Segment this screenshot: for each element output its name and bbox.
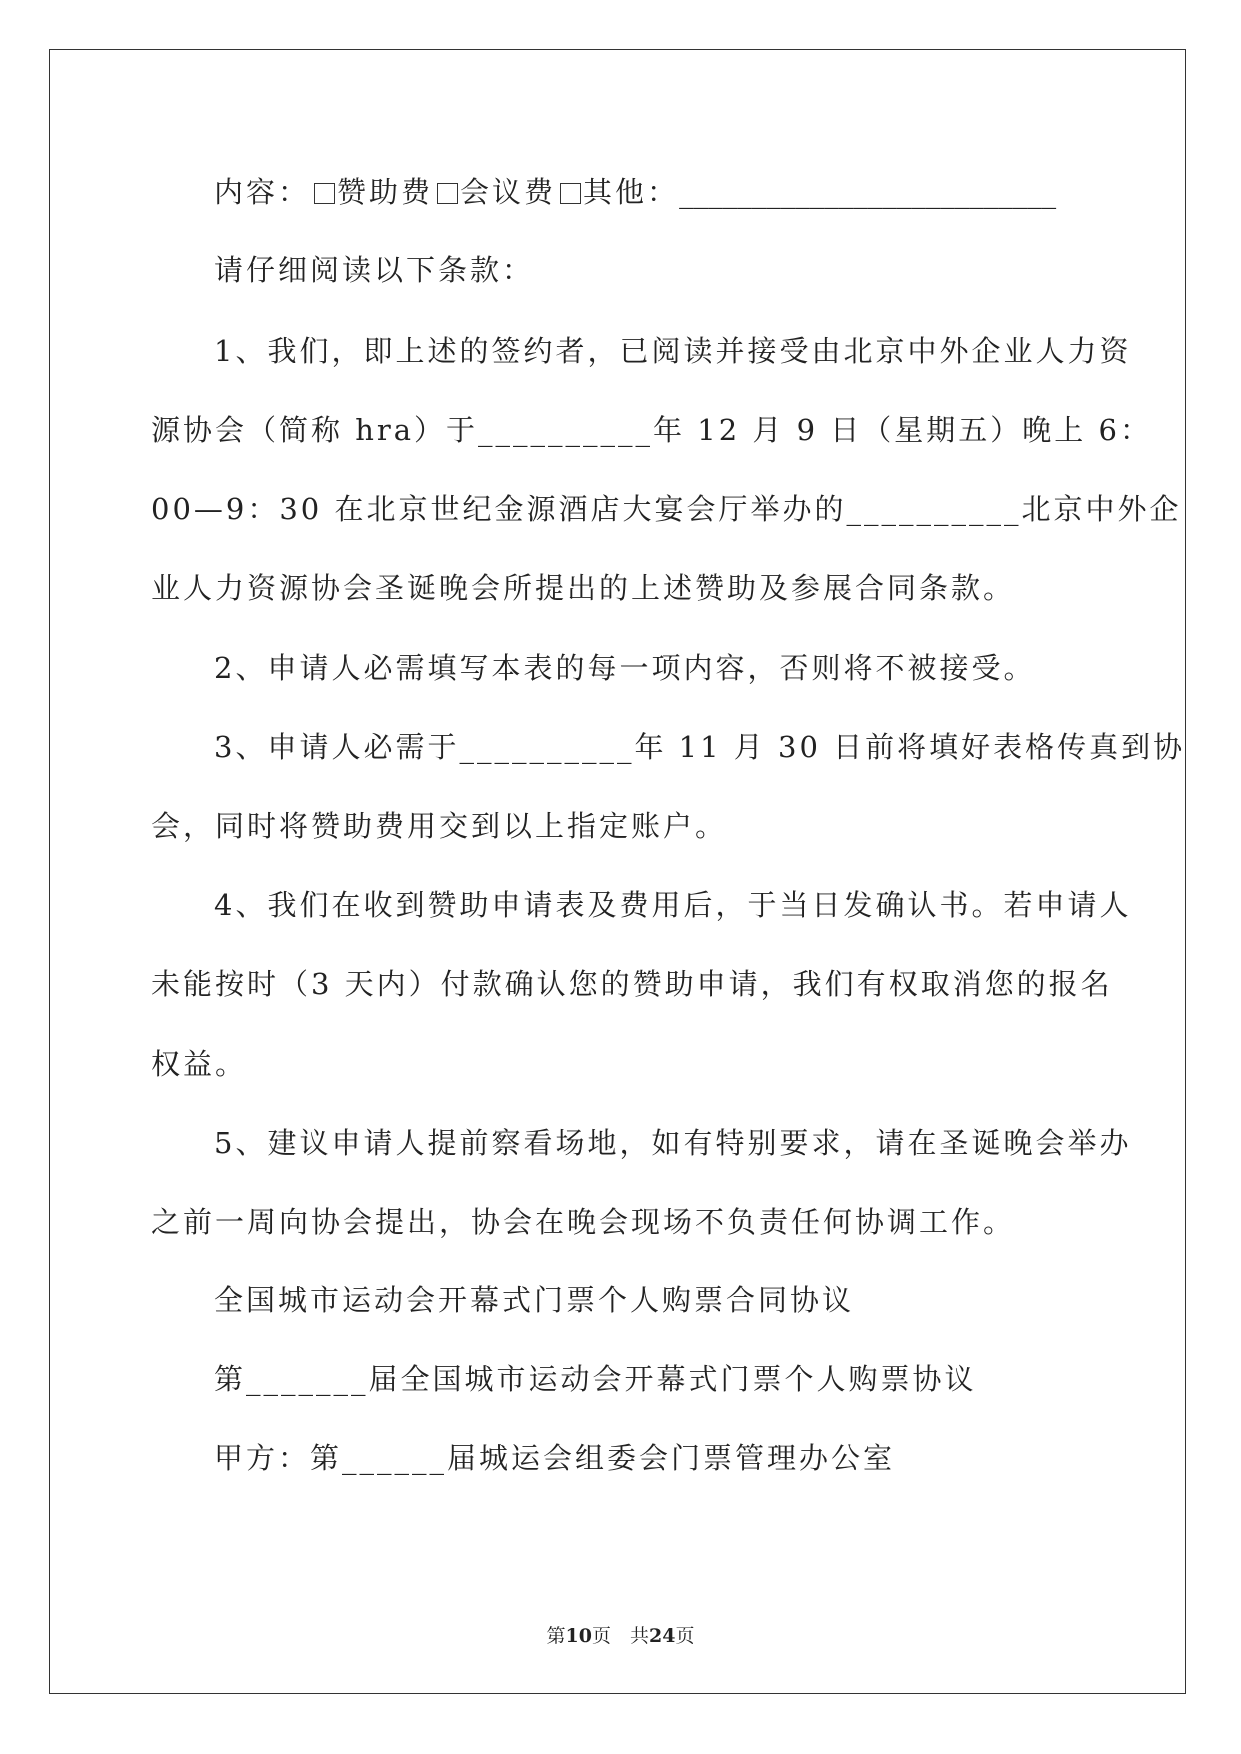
paragraph-line: 源协会（简称 hra）于__________年 12 月 9 日（星期五）晚上 6： — [151, 413, 1152, 447]
paragraph-line: 请仔细阅读以下条款： — [214, 253, 535, 287]
paragraph-line: 5、建议申请人提前察看场地，如有特别要求，请在圣诞晚会举办 — [214, 1126, 1132, 1160]
footer-mid: 页 共 — [591, 1625, 649, 1647]
footer-suffix: 页 — [675, 1625, 695, 1647]
other-blank: __________________________ — [679, 175, 1057, 209]
paragraph-line: 未能按时（3 天内）付款确认您的赞助申请，我们有权取消您的报名 — [151, 967, 1113, 1001]
current-page-number: 10 — [565, 1625, 592, 1647]
content-label: 内容： — [214, 175, 311, 209]
paragraph-line: 之前一周向协会提出，协会在晚会现场不负责任何协调工作。 — [151, 1205, 1016, 1239]
page-footer — [0, 1624, 1241, 1648]
total-page-count: 24 — [649, 1625, 676, 1647]
paragraph-line: 业人力资源协会圣诞晚会所提出的上述赞助及参展合同条款。 — [151, 571, 1016, 605]
paragraph-line: 1、我们，即上述的签约者，已阅读并接受由北京中外企业人力资 — [214, 334, 1132, 368]
footer-prefix: 第 — [546, 1625, 566, 1647]
paragraph-line: 4、我们在收到赞助申请表及费用后，于当日发确认书。若申请人 — [214, 888, 1132, 922]
content-options-line — [214, 172, 1154, 212]
checkbox-icon[interactable] — [560, 183, 581, 204]
paragraph-line: 权益。 — [151, 1047, 248, 1081]
option-meeting: 会议费 — [460, 175, 557, 209]
paragraph-line: 2、申请人必需填写本表的每一项内容，否则将不被接受。 — [214, 651, 1036, 685]
checkbox-icon[interactable] — [314, 183, 335, 204]
checkbox-icon[interactable] — [437, 183, 458, 204]
paragraph-line: 00—9：30 在北京世纪金源酒店大宴会厅举办的__________北京中外企 — [151, 492, 1182, 526]
paragraph-line: 会，同时将赞助费用交到以上指定账户。 — [151, 809, 728, 843]
option-other: 其他： — [583, 175, 680, 209]
paragraph-line: 全国城市运动会开幕式门票个人购票合同协议 — [214, 1283, 855, 1317]
paragraph-line: 3、申请人必需于__________年 11 月 30 日前将填好表格传真到协 — [214, 730, 1186, 764]
option-sponsorship: 赞助费 — [337, 175, 434, 209]
paragraph-line: 甲方：第______届城运会组委会门票管理办公室 — [214, 1441, 896, 1475]
paragraph-line: 第_______届全国城市运动会开幕式门票个人购票协议 — [214, 1362, 977, 1396]
